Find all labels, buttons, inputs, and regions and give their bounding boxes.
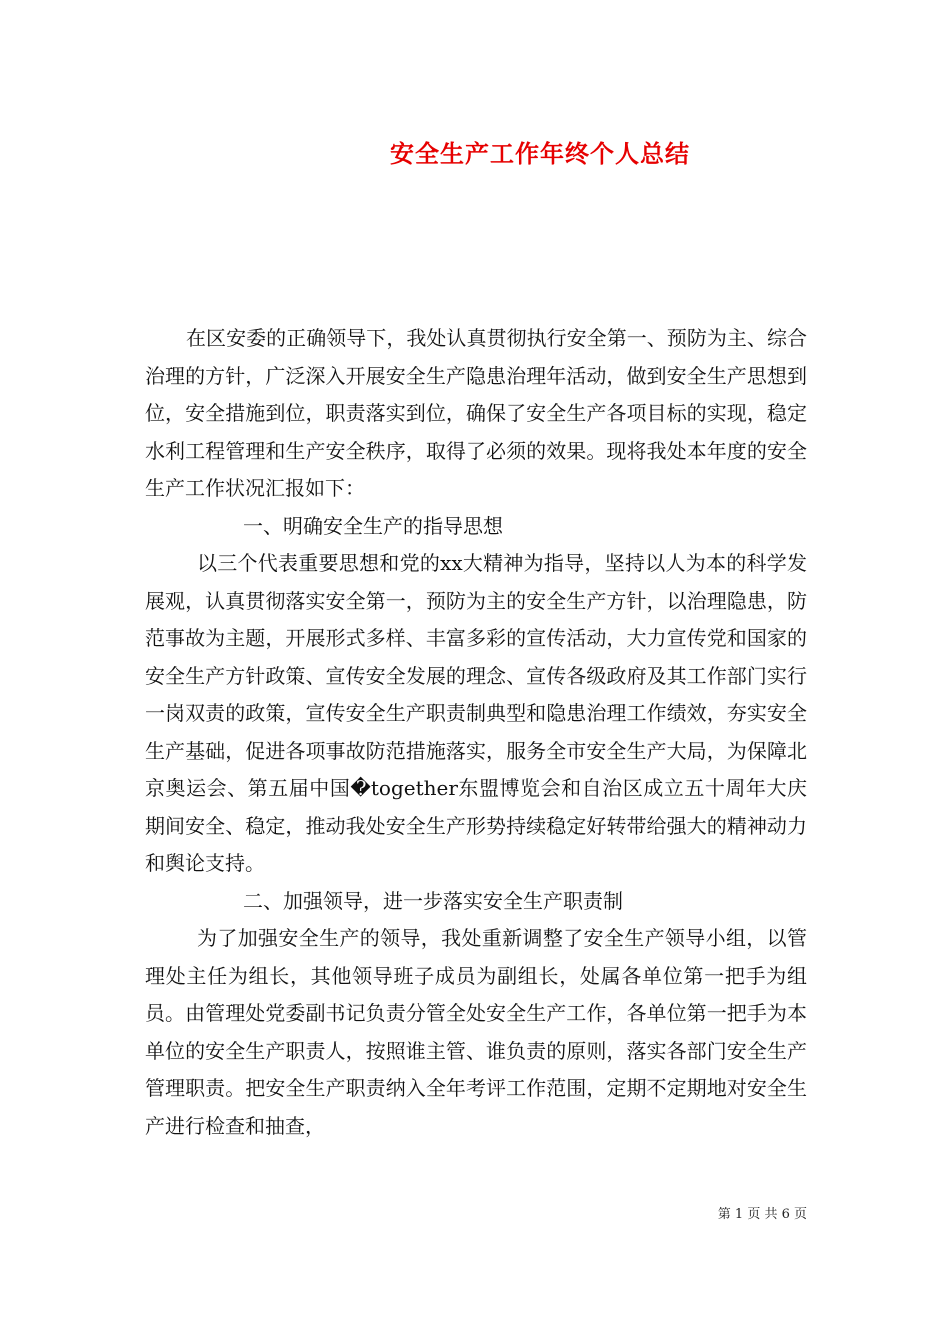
page-title: 安全生产工作年终个人总结 xyxy=(390,139,690,168)
page-number-footer: 第 1 页 共 6 页 xyxy=(717,1207,807,1222)
document-body xyxy=(145,320,807,1145)
section-paragraph-2: 为了加强安全生产的领导，我处重新调整了安全生产领导小组，以管理处主任为组长，其他领导班子成员为副组长，处属各单位第一把手为组员。由管理处党委副书记负责分管全处安全生产工作，各单位第一把手为本单位的安全生产职责人，按照谁主管、谁负责的原则，落实各部门安全生产管理职责。把安全生产职责纳入全年考评工作范围，定期不定期地对安全生产进行检查和抽查， xyxy=(145,926,807,1138)
section-heading-2: 二、加强领导，进一步落实安全生产职责制 xyxy=(243,888,623,913)
intro-paragraph: 在区安委的正确领导下，我处认真贯彻执行安全第一、预防为主、综合治理的方针，广泛深入开展安全生产隐患治理年活动，做到安全生产思想到位，安全措施到位，职责落实到位，确保了安全生产各项目标的实现，稳定水利工程管理和生产安全秩序，取得了必须的效果。现将我处本年度的安全生产工作状况汇报如下： xyxy=(145,326,807,500)
section-heading-1: 一、明确安全生产的指导思想 xyxy=(243,513,503,538)
section-paragraph-1: 以三个代表重要思想和党的xx大精神为指导，坚持以人为本的科学发展观，认真贯彻落实安全第一，预防为主的安全生产方针，以治理隐患，防范事故为主题，开展形式多样、丰富多彩的宣传活动，大力宣传党和国家的安全生产方针政策、宣传安全发展的理念、宣传各级政府及其工作部门实行一岗双责的政策，宣传安全生产职责制典型和隐患治理工作绩效，夯实安全生产基础，促进各项事故防范措施落实，服务全市安全生产大局，为保障北京奥运会、第五届中国�together东盟博览会和自治区成立五十周年大庆期间安全、稳定，推动我处安全生产形势持续稳定好转带给强大的精神动力和舆论支持。 xyxy=(145,551,807,875)
